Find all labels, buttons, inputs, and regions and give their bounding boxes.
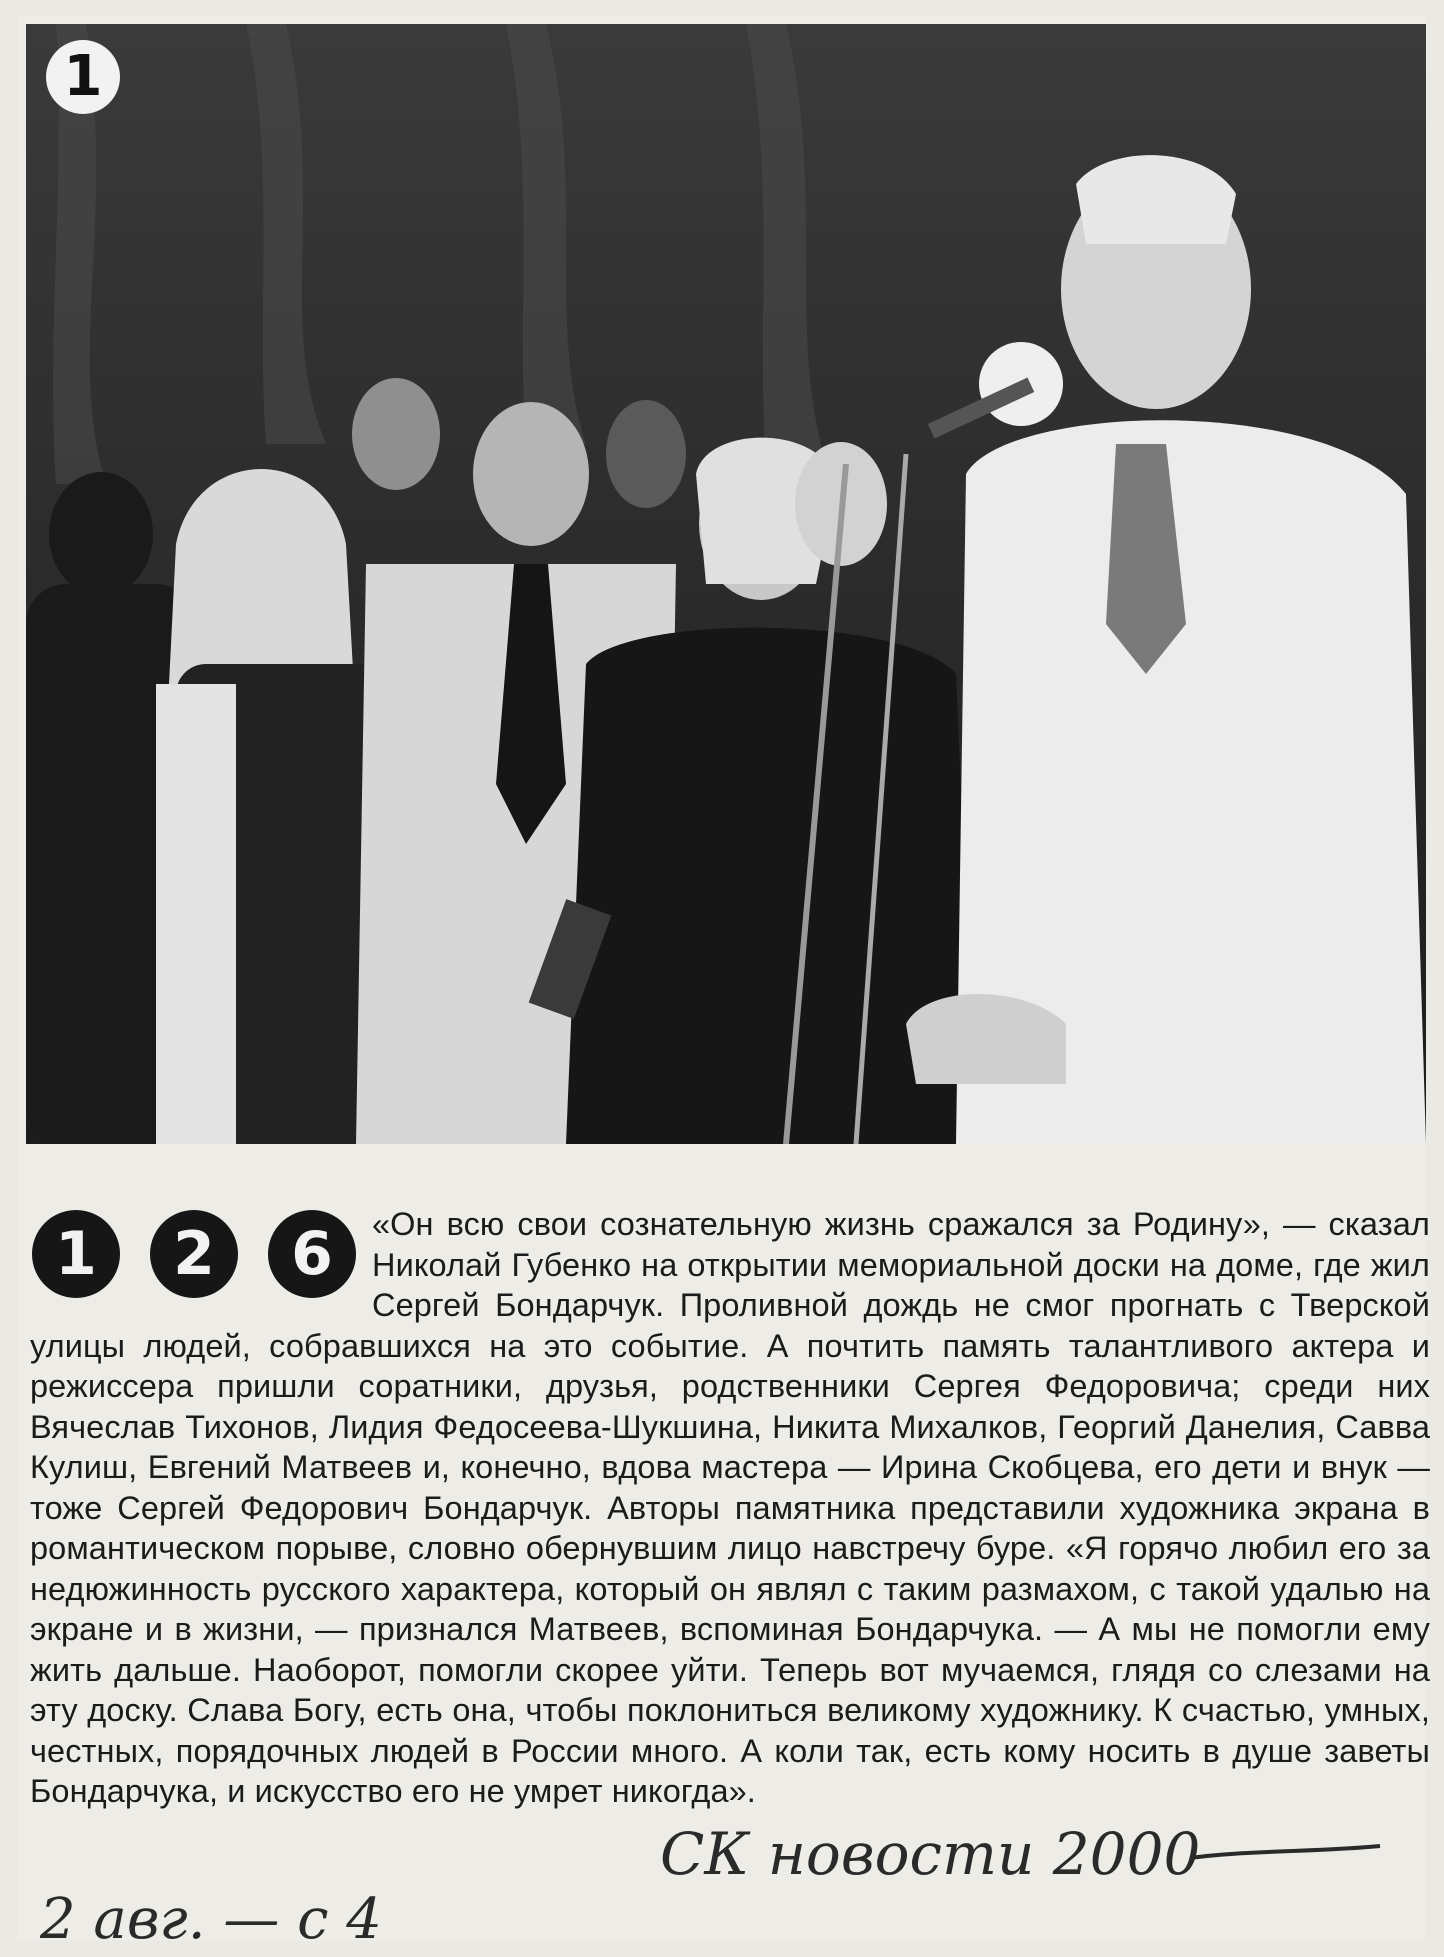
newspaper-clipping	[18, 16, 1430, 1941]
photo-illustration	[26, 24, 1426, 1144]
badge-space	[30, 1204, 372, 1322]
handwritten-date-page: 2 авг. — с 4	[40, 1887, 382, 1952]
badge-photo-2: 2	[150, 1210, 238, 1298]
handwritten-source: СК новости 2000	[660, 1820, 1201, 1888]
article-body	[30, 1204, 1430, 1812]
photo-number-badge: 1	[46, 40, 120, 114]
badge-photo-1: 1	[32, 1210, 120, 1298]
news-photo	[26, 24, 1426, 1144]
badge-photo-6: 6	[268, 1210, 356, 1298]
article-text: «Он всю свои сознательную жизнь сражался за Родину», — сказал Николай Губенко на открытии мемориальной доски на доме, где жил Сергей Бондарчук. Проливной дождь не смог прогнать с Тверской улицы людей, собравшихся на это событие. А почтить память талантливого актера и режиссера пришли соратники, друзья, родственники Сергея Федоровича; среди них Вячеслав Тихонов, Лидия Федосеева-Шукшина, Никита Михалков, Георгий Данелия, Савва Кулиш, Евгений Матвеев и, конечно, вдова мастера — Ирина Скобцева, его дети и внук — тоже Сергей Федорович Бондарчук. Авторы памятника представили художника экрана в романтическом порыве, словно обернувшим лицо навстречу буре. «Я горячо любил его за недюжинность русского характера, который он являл с таким размахом, с такой удалью на экране и в жизни, — признался Матвеев, вспоминая Бондарчука. — А мы не помогли ему жить дальше. Наоборот, помогли скорее уйти. Теперь вот мучаемся, глядя со слезами на эту доску. Слава Богу, есть она, чтобы поклониться великому художнику. К счастью, умных, честных, порядочных людей в России много. А коли так, есть кому носить в душе заветы Бондарчука, и искусство его не умрет никогда».	[30, 1206, 1430, 1809]
